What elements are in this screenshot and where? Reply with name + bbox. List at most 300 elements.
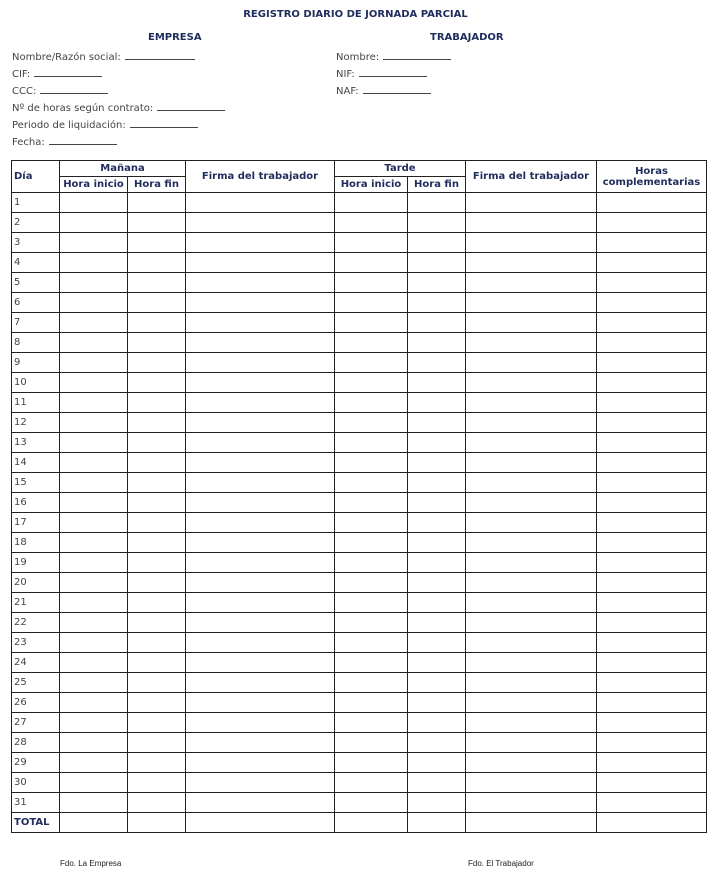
horas-complementarias-cell[interactable]: [597, 533, 707, 553]
manana-inicio-cell[interactable]: [60, 193, 128, 213]
tarde-inicio-cell[interactable]: [335, 253, 408, 273]
manana-fin-cell[interactable]: [128, 813, 186, 833]
day-cell: 4: [12, 253, 60, 273]
firma-tarde-cell[interactable]: [466, 733, 597, 753]
tarde-inicio-cell[interactable]: [335, 613, 408, 633]
tarde-inicio-cell[interactable]: [335, 453, 408, 473]
firma-tarde-cell[interactable]: [466, 713, 597, 733]
field-label: NIF:: [336, 69, 355, 80]
firma-manana-cell[interactable]: [186, 353, 335, 373]
table-row: [12, 213, 707, 233]
trabajador-heading: TRABAJADOR: [430, 32, 504, 43]
firma-manana-cell[interactable]: [186, 333, 335, 353]
day-cell: 27: [12, 713, 60, 733]
empresa-heading: EMPRESA: [148, 32, 202, 43]
manana-inicio-cell[interactable]: [60, 333, 128, 353]
day-cell: 24: [12, 653, 60, 673]
firma-manana-cell[interactable]: [186, 293, 335, 313]
tarde-inicio-cell[interactable]: [335, 393, 408, 413]
tarde-fin-cell[interactable]: [408, 473, 466, 493]
tarde-inicio-cell[interactable]: [335, 553, 408, 573]
horas-complementarias-cell[interactable]: [597, 333, 707, 353]
firma-tarde-cell[interactable]: [466, 613, 597, 633]
horas-complementarias-cell[interactable]: [597, 213, 707, 233]
day-cell: 2: [12, 213, 60, 233]
manana-inicio-cell[interactable]: [60, 693, 128, 713]
manana-inicio-cell[interactable]: [60, 233, 128, 253]
day-cell: 26: [12, 693, 60, 713]
tarde-inicio-cell[interactable]: [335, 313, 408, 333]
tarde-inicio-cell[interactable]: [335, 373, 408, 393]
horas-complementarias-cell[interactable]: [597, 373, 707, 393]
day-cell: 7: [12, 313, 60, 333]
firma-manana-cell[interactable]: [186, 393, 335, 413]
table-row: [12, 713, 707, 733]
day-cell: 30: [12, 773, 60, 793]
tarde-inicio-cell[interactable]: [335, 353, 408, 373]
table-row: [12, 413, 707, 433]
horas-complementarias-cell[interactable]: [597, 293, 707, 313]
firma-manana-cell[interactable]: [186, 213, 335, 233]
manana-fin-cell[interactable]: [128, 293, 186, 313]
header-manana-inicio: Hora inicio: [60, 177, 128, 193]
firma-manana-cell[interactable]: [186, 313, 335, 333]
tarde-fin-cell[interactable]: [408, 653, 466, 673]
table-row: [12, 393, 707, 413]
day-cell: 9: [12, 353, 60, 373]
tarde-inicio-cell[interactable]: [335, 333, 408, 353]
tarde-inicio-cell[interactable]: [335, 773, 408, 793]
manana-inicio-cell[interactable]: [60, 533, 128, 553]
manana-inicio-cell[interactable]: [60, 473, 128, 493]
firma-tarde-cell[interactable]: [466, 753, 597, 773]
tarde-inicio-cell[interactable]: [335, 733, 408, 753]
cif-field[interactable]: [12, 67, 102, 80]
firma-tarde-cell[interactable]: [466, 233, 597, 253]
manana-fin-cell[interactable]: [128, 373, 186, 393]
horas-complementarias-cell[interactable]: [597, 393, 707, 413]
tarde-inicio-cell[interactable]: [335, 413, 408, 433]
table-row: [12, 733, 707, 753]
horas-complementarias-cell[interactable]: [597, 593, 707, 613]
naf-field[interactable]: [336, 84, 431, 97]
firma-tarde-cell[interactable]: [466, 193, 597, 213]
tarde-inicio-cell[interactable]: [335, 813, 408, 833]
tarde-inicio-cell[interactable]: [335, 533, 408, 553]
horas-complementarias-cell[interactable]: [597, 753, 707, 773]
table-row: [12, 693, 707, 713]
horas-complementarias-cell[interactable]: [597, 733, 707, 753]
horas-contrato-field[interactable]: [12, 101, 225, 114]
firma-tarde-cell[interactable]: [466, 473, 597, 493]
table-row: [12, 593, 707, 613]
tarde-inicio-cell[interactable]: [335, 653, 408, 673]
horas-complementarias-cell[interactable]: [597, 473, 707, 493]
firma-manana-cell[interactable]: [186, 533, 335, 553]
firma-tarde-cell[interactable]: [466, 653, 597, 673]
firma-manana-cell[interactable]: [186, 793, 335, 813]
firma-manana-cell[interactable]: [186, 453, 335, 473]
tarde-fin-cell[interactable]: [408, 313, 466, 333]
manana-inicio-cell[interactable]: [60, 433, 128, 453]
horas-complementarias-cell[interactable]: [597, 493, 707, 513]
header-dia: Día: [12, 161, 60, 193]
tarde-fin-cell[interactable]: [408, 433, 466, 453]
firma-tarde-cell[interactable]: [466, 553, 597, 573]
manana-inicio-cell[interactable]: [60, 573, 128, 593]
horas-complementarias-cell[interactable]: [597, 693, 707, 713]
firma-tarde-cell[interactable]: [466, 673, 597, 693]
tarde-fin-cell[interactable]: [408, 673, 466, 693]
horas-complementarias-cell[interactable]: [597, 553, 707, 573]
firma-tarde-cell[interactable]: [466, 273, 597, 293]
tarde-fin-cell[interactable]: [408, 613, 466, 633]
table-row: [12, 373, 707, 393]
day-cell: 1: [12, 193, 60, 213]
table-row: [12, 633, 707, 653]
day-cell: 18: [12, 533, 60, 553]
tarde-inicio-cell[interactable]: [335, 633, 408, 653]
tarde-fin-cell[interactable]: [408, 233, 466, 253]
firma-tarde-cell[interactable]: [466, 333, 597, 353]
day-cell: 11: [12, 393, 60, 413]
tarde-inicio-cell[interactable]: [335, 293, 408, 313]
tarde-fin-cell[interactable]: [408, 213, 466, 233]
horas-complementarias-cell[interactable]: [597, 653, 707, 673]
manana-inicio-cell[interactable]: [60, 593, 128, 613]
firma-manana-cell[interactable]: [186, 713, 335, 733]
horas-complementarias-cell[interactable]: [597, 813, 707, 833]
tarde-fin-cell[interactable]: [408, 373, 466, 393]
manana-inicio-cell[interactable]: [60, 293, 128, 313]
firma-manana-cell[interactable]: [186, 493, 335, 513]
table-row: [12, 473, 707, 493]
firma-manana-cell[interactable]: [186, 593, 335, 613]
day-cell: 25: [12, 673, 60, 693]
day-cell: 20: [12, 573, 60, 593]
tarde-inicio-cell[interactable]: [335, 193, 408, 213]
manana-fin-cell[interactable]: [128, 693, 186, 713]
firma-manana-cell[interactable]: [186, 773, 335, 793]
manana-inicio-cell[interactable]: [60, 253, 128, 273]
manana-fin-cell[interactable]: [128, 613, 186, 633]
tarde-inicio-cell[interactable]: [335, 233, 408, 253]
firma-tarde-cell[interactable]: [466, 353, 597, 373]
table-row: [12, 193, 707, 213]
tarde-fin-cell[interactable]: [408, 353, 466, 373]
day-cell: 13: [12, 433, 60, 453]
header-horas-complementarias: Horas complementarias: [597, 161, 707, 193]
fecha-field[interactable]: [12, 135, 117, 148]
firma-manana-cell[interactable]: [186, 513, 335, 533]
tarde-inicio-cell[interactable]: [335, 513, 408, 533]
day-cell: 22: [12, 613, 60, 633]
nombre-trabajador-field[interactable]: [336, 50, 451, 63]
table-row: [12, 493, 707, 513]
horas-complementarias-cell[interactable]: [597, 633, 707, 653]
tarde-inicio-cell[interactable]: [335, 793, 408, 813]
horas-complementarias-cell[interactable]: [597, 313, 707, 333]
firma-tarde-cell[interactable]: [466, 313, 597, 333]
header-tarde: Tarde: [335, 161, 466, 177]
tarde-fin-cell[interactable]: [408, 253, 466, 273]
periodo-liquidacion-field[interactable]: [12, 118, 198, 131]
tarde-inicio-cell[interactable]: [335, 693, 408, 713]
horas-complementarias-cell[interactable]: [597, 233, 707, 253]
tarde-fin-cell[interactable]: [408, 693, 466, 713]
manana-fin-cell[interactable]: [128, 213, 186, 233]
firma-manana-cell[interactable]: [186, 373, 335, 393]
firma-tarde-cell[interactable]: [466, 213, 597, 233]
razon-social-field[interactable]: [12, 50, 195, 63]
manana-fin-cell[interactable]: [128, 673, 186, 693]
manana-inicio-cell[interactable]: [60, 713, 128, 733]
day-cell: 17: [12, 513, 60, 533]
total-row: [12, 813, 707, 833]
manana-fin-cell[interactable]: [128, 733, 186, 753]
manana-inicio-cell[interactable]: [60, 393, 128, 413]
horas-complementarias-cell[interactable]: [597, 273, 707, 293]
day-cell: 3: [12, 233, 60, 253]
firma-tarde-cell[interactable]: [466, 393, 597, 413]
horas-complementarias-cell[interactable]: [597, 353, 707, 373]
firma-tarde-cell[interactable]: [466, 533, 597, 553]
tarde-fin-cell[interactable]: [408, 593, 466, 613]
firma-manana-cell[interactable]: [186, 813, 335, 833]
manana-inicio-cell[interactable]: [60, 313, 128, 333]
firma-manana-cell[interactable]: [186, 253, 335, 273]
firma-manana-cell[interactable]: [186, 613, 335, 633]
tarde-fin-cell[interactable]: [408, 453, 466, 473]
horas-complementarias-cell[interactable]: [597, 513, 707, 533]
field-label: Nombre/Razón social:: [12, 52, 121, 63]
manana-inicio-cell[interactable]: [60, 793, 128, 813]
manana-inicio-cell[interactable]: [60, 673, 128, 693]
firma-manana-cell[interactable]: [186, 673, 335, 693]
tarde-inicio-cell[interactable]: [335, 213, 408, 233]
day-cell: 21: [12, 593, 60, 613]
manana-inicio-cell[interactable]: [60, 353, 128, 373]
manana-fin-cell[interactable]: [128, 273, 186, 293]
manana-fin-cell[interactable]: [128, 473, 186, 493]
tarde-fin-cell[interactable]: [408, 573, 466, 593]
firma-tarde-cell[interactable]: [466, 413, 597, 433]
table-row: [12, 273, 707, 293]
day-cell: 12: [12, 413, 60, 433]
horas-complementarias-cell[interactable]: [597, 773, 707, 793]
horas-complementarias-cell[interactable]: [597, 193, 707, 213]
tarde-inicio-cell[interactable]: [335, 473, 408, 493]
manana-inicio-cell[interactable]: [60, 493, 128, 513]
total-label: TOTAL: [12, 813, 60, 833]
day-cell: 16: [12, 493, 60, 513]
tarde-fin-cell[interactable]: [408, 513, 466, 533]
table-row: [12, 333, 707, 353]
firma-tarde-cell[interactable]: [466, 373, 597, 393]
manana-inicio-cell[interactable]: [60, 773, 128, 793]
manana-inicio-cell[interactable]: [60, 813, 128, 833]
firma-tarde-cell[interactable]: [466, 773, 597, 793]
firma-tarde-cell[interactable]: [466, 633, 597, 653]
firma-tarde-cell[interactable]: [466, 573, 597, 593]
day-cell: 14: [12, 453, 60, 473]
tarde-inicio-cell[interactable]: [335, 433, 408, 453]
tarde-inicio-cell[interactable]: [335, 273, 408, 293]
tarde-inicio-cell[interactable]: [335, 713, 408, 733]
firma-manana-cell[interactable]: [186, 693, 335, 713]
tarde-fin-cell[interactable]: [408, 733, 466, 753]
manana-fin-cell[interactable]: [128, 793, 186, 813]
firma-tarde-cell[interactable]: [466, 493, 597, 513]
horas-complementarias-cell[interactable]: [597, 613, 707, 633]
tarde-inicio-cell[interactable]: [335, 593, 408, 613]
manana-fin-cell[interactable]: [128, 773, 186, 793]
manana-fin-cell[interactable]: [128, 513, 186, 533]
horas-complementarias-cell[interactable]: [597, 573, 707, 593]
manana-fin-cell[interactable]: [128, 593, 186, 613]
tarde-fin-cell[interactable]: [408, 293, 466, 313]
firma-tarde-cell[interactable]: [466, 453, 597, 473]
tarde-fin-cell[interactable]: [408, 393, 466, 413]
manana-inicio-cell[interactable]: [60, 733, 128, 753]
header-firma-manana: Firma del trabajador: [186, 161, 335, 193]
manana-inicio-cell[interactable]: [60, 513, 128, 533]
manana-fin-cell[interactable]: [128, 193, 186, 213]
firma-tarde-cell[interactable]: [466, 793, 597, 813]
tarde-inicio-cell[interactable]: [335, 673, 408, 693]
firma-tarde-cell[interactable]: [466, 253, 597, 273]
firma-manana-cell[interactable]: [186, 733, 335, 753]
horas-complementarias-cell[interactable]: [597, 793, 707, 813]
tarde-fin-cell[interactable]: [408, 553, 466, 573]
firma-manana-cell[interactable]: [186, 193, 335, 213]
tarde-fin-cell[interactable]: [408, 633, 466, 653]
manana-inicio-cell[interactable]: [60, 753, 128, 773]
manana-fin-cell[interactable]: [128, 713, 186, 733]
horas-complementarias-cell[interactable]: [597, 673, 707, 693]
manana-fin-cell[interactable]: [128, 653, 186, 673]
tarde-fin-cell[interactable]: [408, 793, 466, 813]
table-row: [12, 313, 707, 333]
manana-fin-cell[interactable]: [128, 233, 186, 253]
firma-manana-cell[interactable]: [186, 273, 335, 293]
manana-inicio-cell[interactable]: [60, 373, 128, 393]
ccc-field[interactable]: [12, 84, 108, 97]
tarde-fin-cell[interactable]: [408, 533, 466, 553]
field-label: Nombre:: [336, 52, 380, 63]
manana-inicio-cell[interactable]: [60, 413, 128, 433]
firma-tarde-cell[interactable]: [466, 513, 597, 533]
firma-manana-cell[interactable]: [186, 573, 335, 593]
header-manana: Mañana: [60, 161, 186, 177]
firma-manana-cell[interactable]: [186, 753, 335, 773]
day-cell: 10: [12, 373, 60, 393]
manana-fin-cell[interactable]: [128, 533, 186, 553]
horas-complementarias-cell[interactable]: [597, 433, 707, 453]
tarde-fin-cell[interactable]: [408, 493, 466, 513]
manana-fin-cell[interactable]: [128, 433, 186, 453]
table-row: [12, 353, 707, 373]
manana-fin-cell[interactable]: [128, 413, 186, 433]
firma-tarde-cell[interactable]: [466, 293, 597, 313]
manana-inicio-cell[interactable]: [60, 613, 128, 633]
firma-manana-cell[interactable]: [186, 633, 335, 653]
table-row: [12, 673, 707, 693]
day-cell: 6: [12, 293, 60, 313]
manana-fin-cell[interactable]: [128, 453, 186, 473]
manana-inicio-cell[interactable]: [60, 553, 128, 573]
horas-complementarias-cell[interactable]: [597, 453, 707, 473]
tarde-fin-cell[interactable]: [408, 273, 466, 293]
tarde-fin-cell[interactable]: [408, 813, 466, 833]
manana-fin-cell[interactable]: [128, 553, 186, 573]
tarde-fin-cell[interactable]: [408, 413, 466, 433]
manana-fin-cell[interactable]: [128, 573, 186, 593]
manana-inicio-cell[interactable]: [60, 653, 128, 673]
horas-complementarias-cell[interactable]: [597, 253, 707, 273]
field-label: NAF:: [336, 86, 359, 97]
field-label: CCC:: [12, 86, 37, 97]
tarde-fin-cell[interactable]: [408, 713, 466, 733]
manana-fin-cell[interactable]: [128, 753, 186, 773]
tarde-fin-cell[interactable]: [408, 773, 466, 793]
tarde-fin-cell[interactable]: [408, 333, 466, 353]
tarde-fin-cell[interactable]: [408, 753, 466, 773]
day-cell: 15: [12, 473, 60, 493]
firma-manana-cell[interactable]: [186, 433, 335, 453]
field-label: Fecha:: [12, 137, 45, 148]
manana-fin-cell[interactable]: [128, 313, 186, 333]
manana-inicio-cell[interactable]: [60, 213, 128, 233]
manana-fin-cell[interactable]: [128, 633, 186, 653]
header-firma-tarde: Firma del trabajador: [466, 161, 597, 193]
table-row: [12, 613, 707, 633]
firma-tarde-cell[interactable]: [466, 433, 597, 453]
tarde-inicio-cell[interactable]: [335, 753, 408, 773]
firma-tarde-cell[interactable]: [466, 693, 597, 713]
manana-inicio-cell[interactable]: [60, 453, 128, 473]
tarde-inicio-cell[interactable]: [335, 573, 408, 593]
nif-field[interactable]: [336, 67, 427, 80]
tarde-inicio-cell[interactable]: [335, 493, 408, 513]
table-row: [12, 233, 707, 253]
manana-fin-cell[interactable]: [128, 253, 186, 273]
manana-fin-cell[interactable]: [128, 333, 186, 353]
firma-manana-cell[interactable]: [186, 233, 335, 253]
firma-empresa-label: Fdo. La Empresa: [60, 859, 122, 868]
table-row: [12, 513, 707, 533]
registro-table: [11, 160, 707, 833]
header-manana-fin: Hora fin: [128, 177, 186, 193]
tarde-fin-cell[interactable]: [408, 193, 466, 213]
firma-tarde-cell[interactable]: [466, 813, 597, 833]
firma-manana-cell[interactable]: [186, 653, 335, 673]
manana-fin-cell[interactable]: [128, 493, 186, 513]
manana-inicio-cell[interactable]: [60, 633, 128, 653]
horas-complementarias-cell[interactable]: [597, 413, 707, 433]
horas-complementarias-cell[interactable]: [597, 713, 707, 733]
firma-manana-cell[interactable]: [186, 553, 335, 573]
table-row: [12, 753, 707, 773]
firma-manana-cell[interactable]: [186, 413, 335, 433]
firma-manana-cell[interactable]: [186, 473, 335, 493]
firma-tarde-cell[interactable]: [466, 593, 597, 613]
manana-fin-cell[interactable]: [128, 393, 186, 413]
table-row: [12, 773, 707, 793]
manana-fin-cell[interactable]: [128, 353, 186, 373]
manana-inicio-cell[interactable]: [60, 273, 128, 293]
field-label: CIF:: [12, 69, 31, 80]
